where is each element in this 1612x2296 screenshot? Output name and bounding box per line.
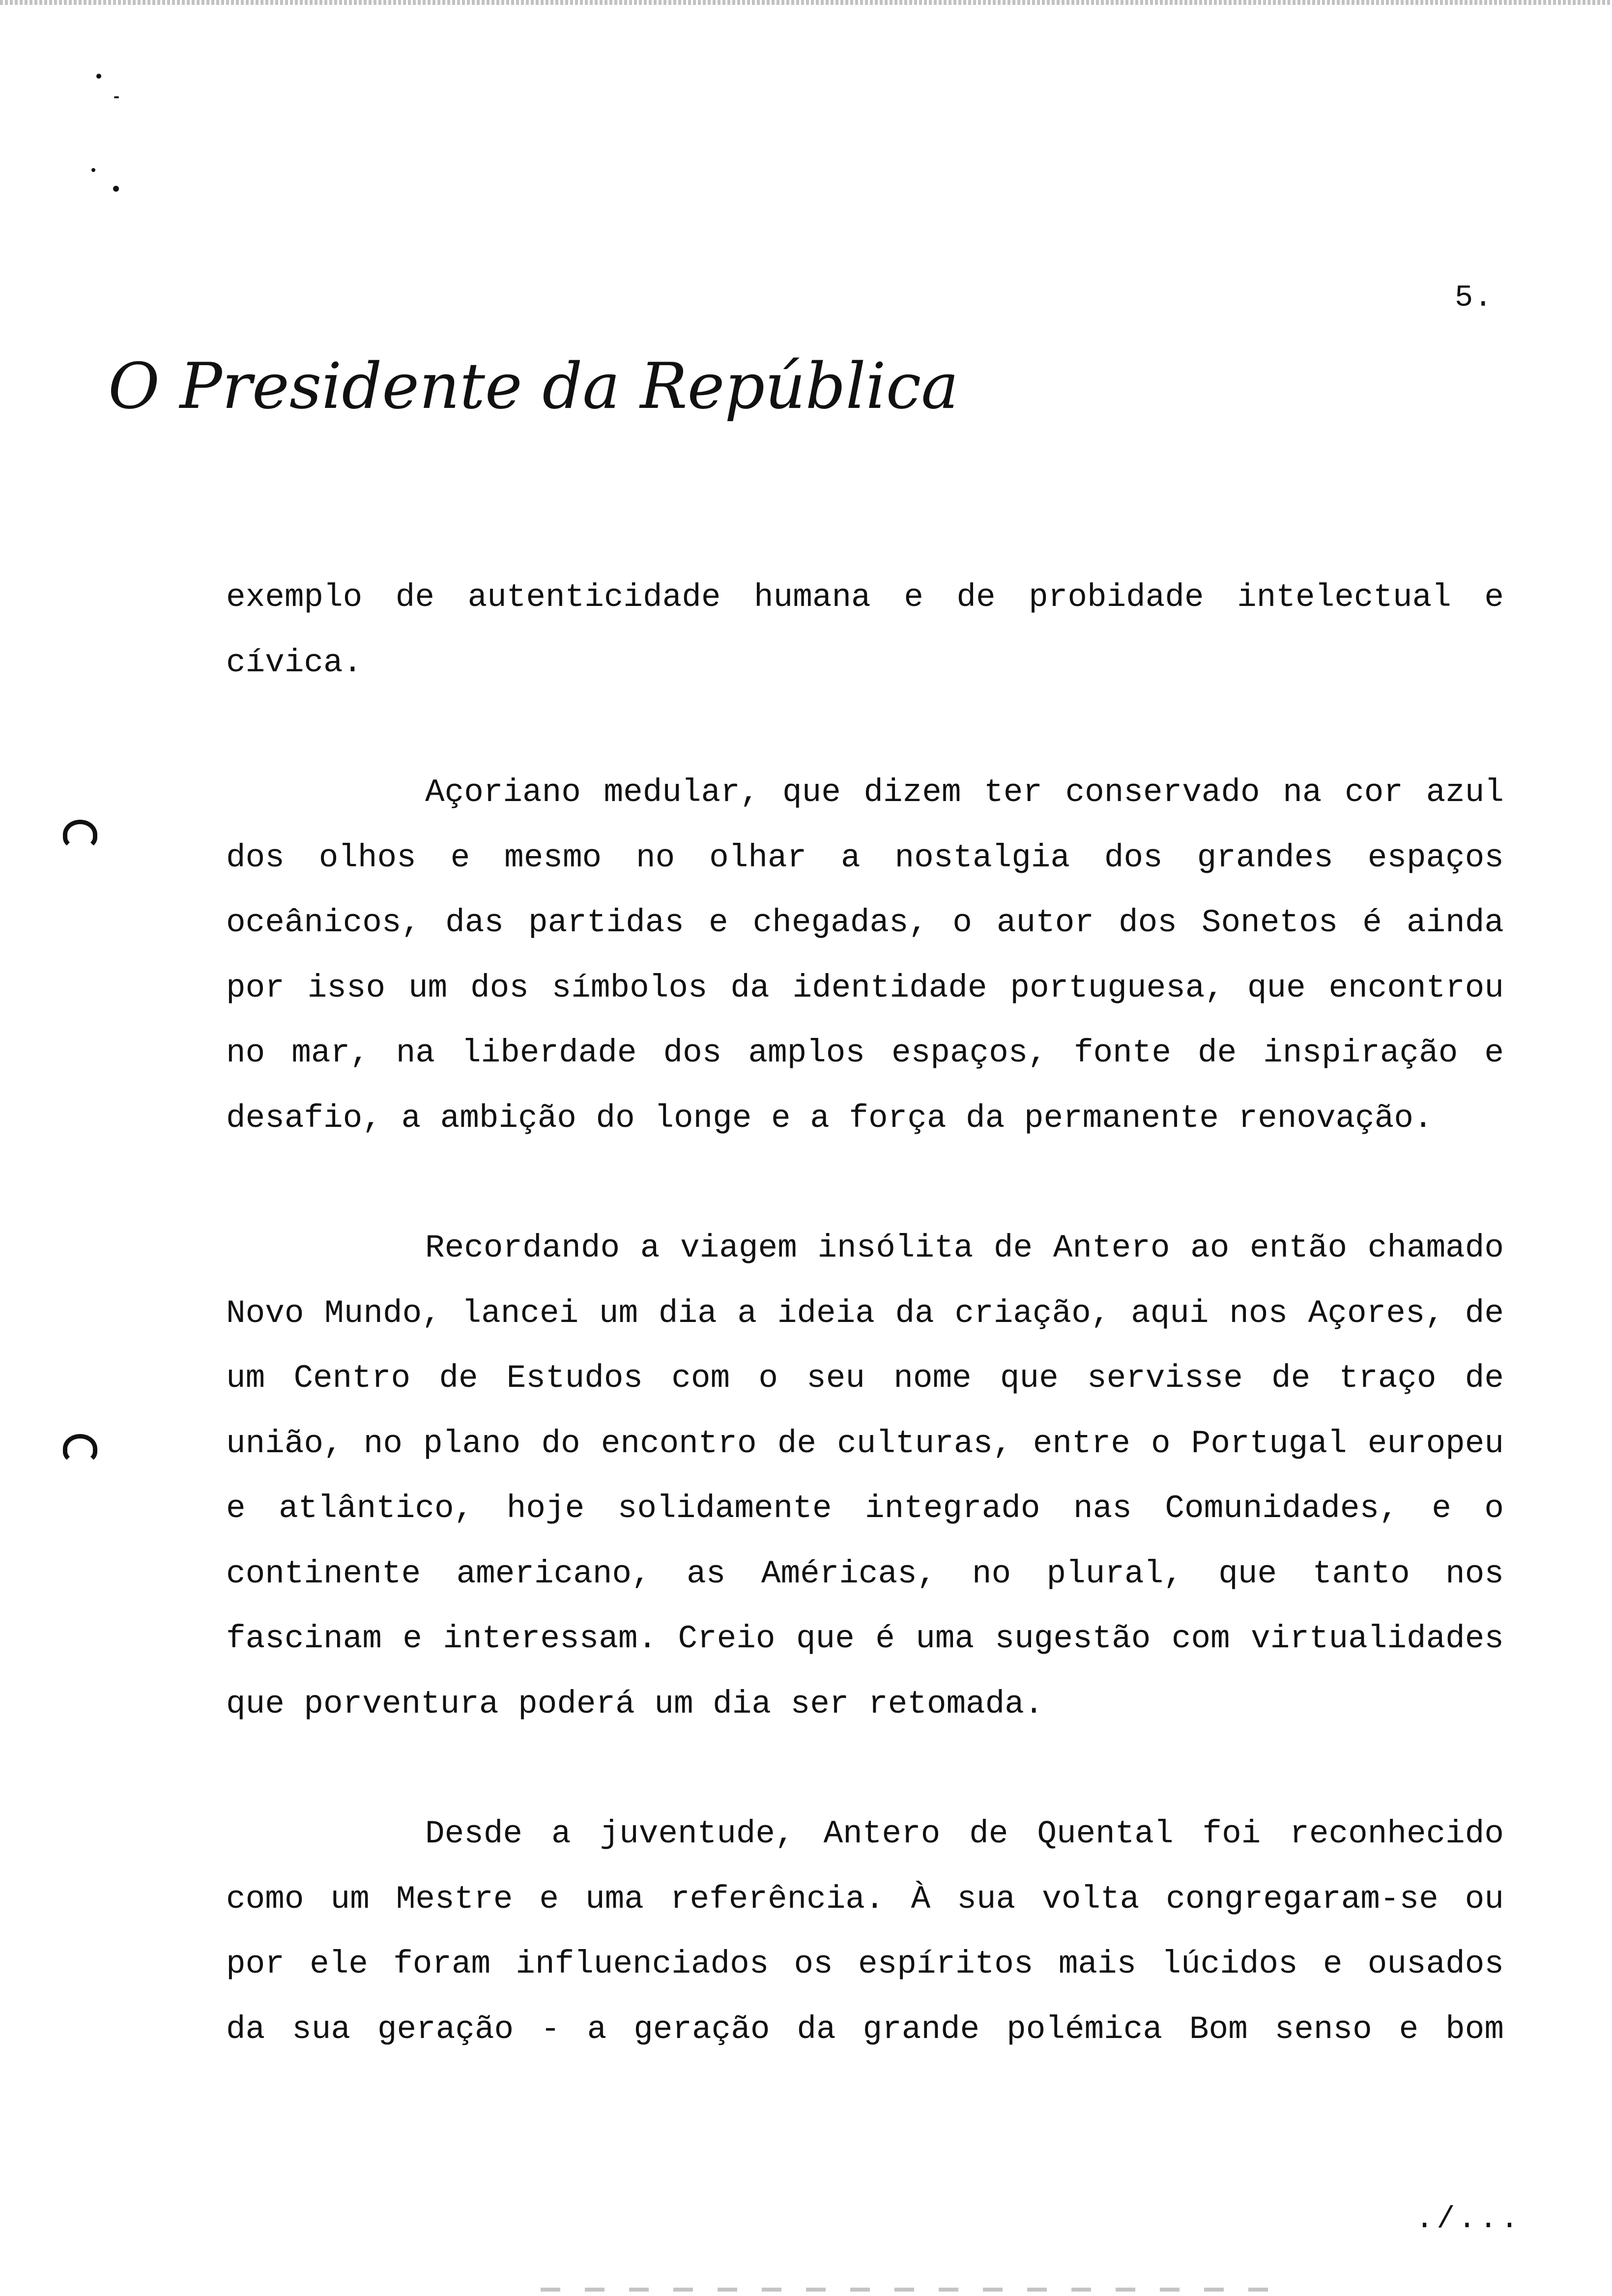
scan-speck [91, 168, 95, 172]
text-line: como um Mestre e uma referência. À sua volta congregaram-se ou [226, 1880, 1504, 1918]
punch-hole [63, 820, 97, 849]
text-line: por ele foram influenciados os espíritos mais lúcidos e ousados [226, 1946, 1504, 1982]
text-line: Desde a juventude, Antero de Quental foi reconhecido [425, 1815, 1504, 1852]
text-line: Recordando a viagem insólita de Antero ao então chamado [425, 1230, 1504, 1266]
scan-speck [113, 186, 119, 192]
text-line: que porventura poderá um dia ser retomada. [226, 1685, 1044, 1722]
continuation-mark: ./... [1415, 2202, 1522, 2237]
text-line: oceânicos, das partidas e chegadas, o autor dos Sonetos é ainda [226, 904, 1504, 941]
punch-hole [63, 1434, 97, 1464]
letter-body [226, 565, 1504, 2062]
text-line: dos olhos e mesmo no olhar a nostalgia dos grandes espaços [226, 839, 1504, 876]
scan-speck [114, 96, 119, 98]
paragraph [226, 1216, 1504, 1737]
scan-top-edge [0, 0, 1612, 5]
text-line: cívica. [226, 644, 363, 681]
letterhead [108, 344, 959, 432]
text-line: e atlântico, hoje solidamente integrado nas Comunidades, e o [226, 1490, 1504, 1527]
page-number: 5. [1455, 280, 1494, 315]
text-line: fascinam e interessam. Creio que é uma sugestão com virtualidades [226, 1620, 1504, 1657]
text-line: desafio, a ambição do longe e a força da permanente renovação. [226, 1099, 1433, 1137]
text-line: união, no plano do encontro de culturas, entre o Portugal europeu [226, 1425, 1504, 1462]
text-line: da sua geração - a geração da grande polémica Bom senso e bom [226, 2010, 1504, 2048]
text-line: Açoriano medular, que dizem ter conservado na cor azul [425, 774, 1504, 811]
paragraph [226, 565, 1504, 695]
scan-speck [96, 74, 101, 79]
paragraph [226, 760, 1504, 1151]
text-line: no mar, na liberdade dos amplos espaços, fonte de inspiração e [226, 1034, 1504, 1071]
text-line: exemplo de autenticidade humana e de probidade intelectual e [226, 579, 1504, 616]
text-line: continente americano, as Américas, no plural, que tanto nos [226, 1555, 1504, 1592]
text-line: Novo Mundo, lancei um dia a ideia da criação, aqui nos Açores, de [226, 1294, 1504, 1332]
paragraph [226, 1802, 1504, 2062]
letterhead-title: O Presidente da República [108, 350, 959, 423]
text-line: um Centro de Estudos com o seu nome que servisse de traço de [226, 1360, 1504, 1397]
text-line: por isso um dos símbolos da identidade portuguesa, que encontrou [226, 969, 1504, 1006]
scan-bottom-edge [541, 2288, 1278, 2292]
